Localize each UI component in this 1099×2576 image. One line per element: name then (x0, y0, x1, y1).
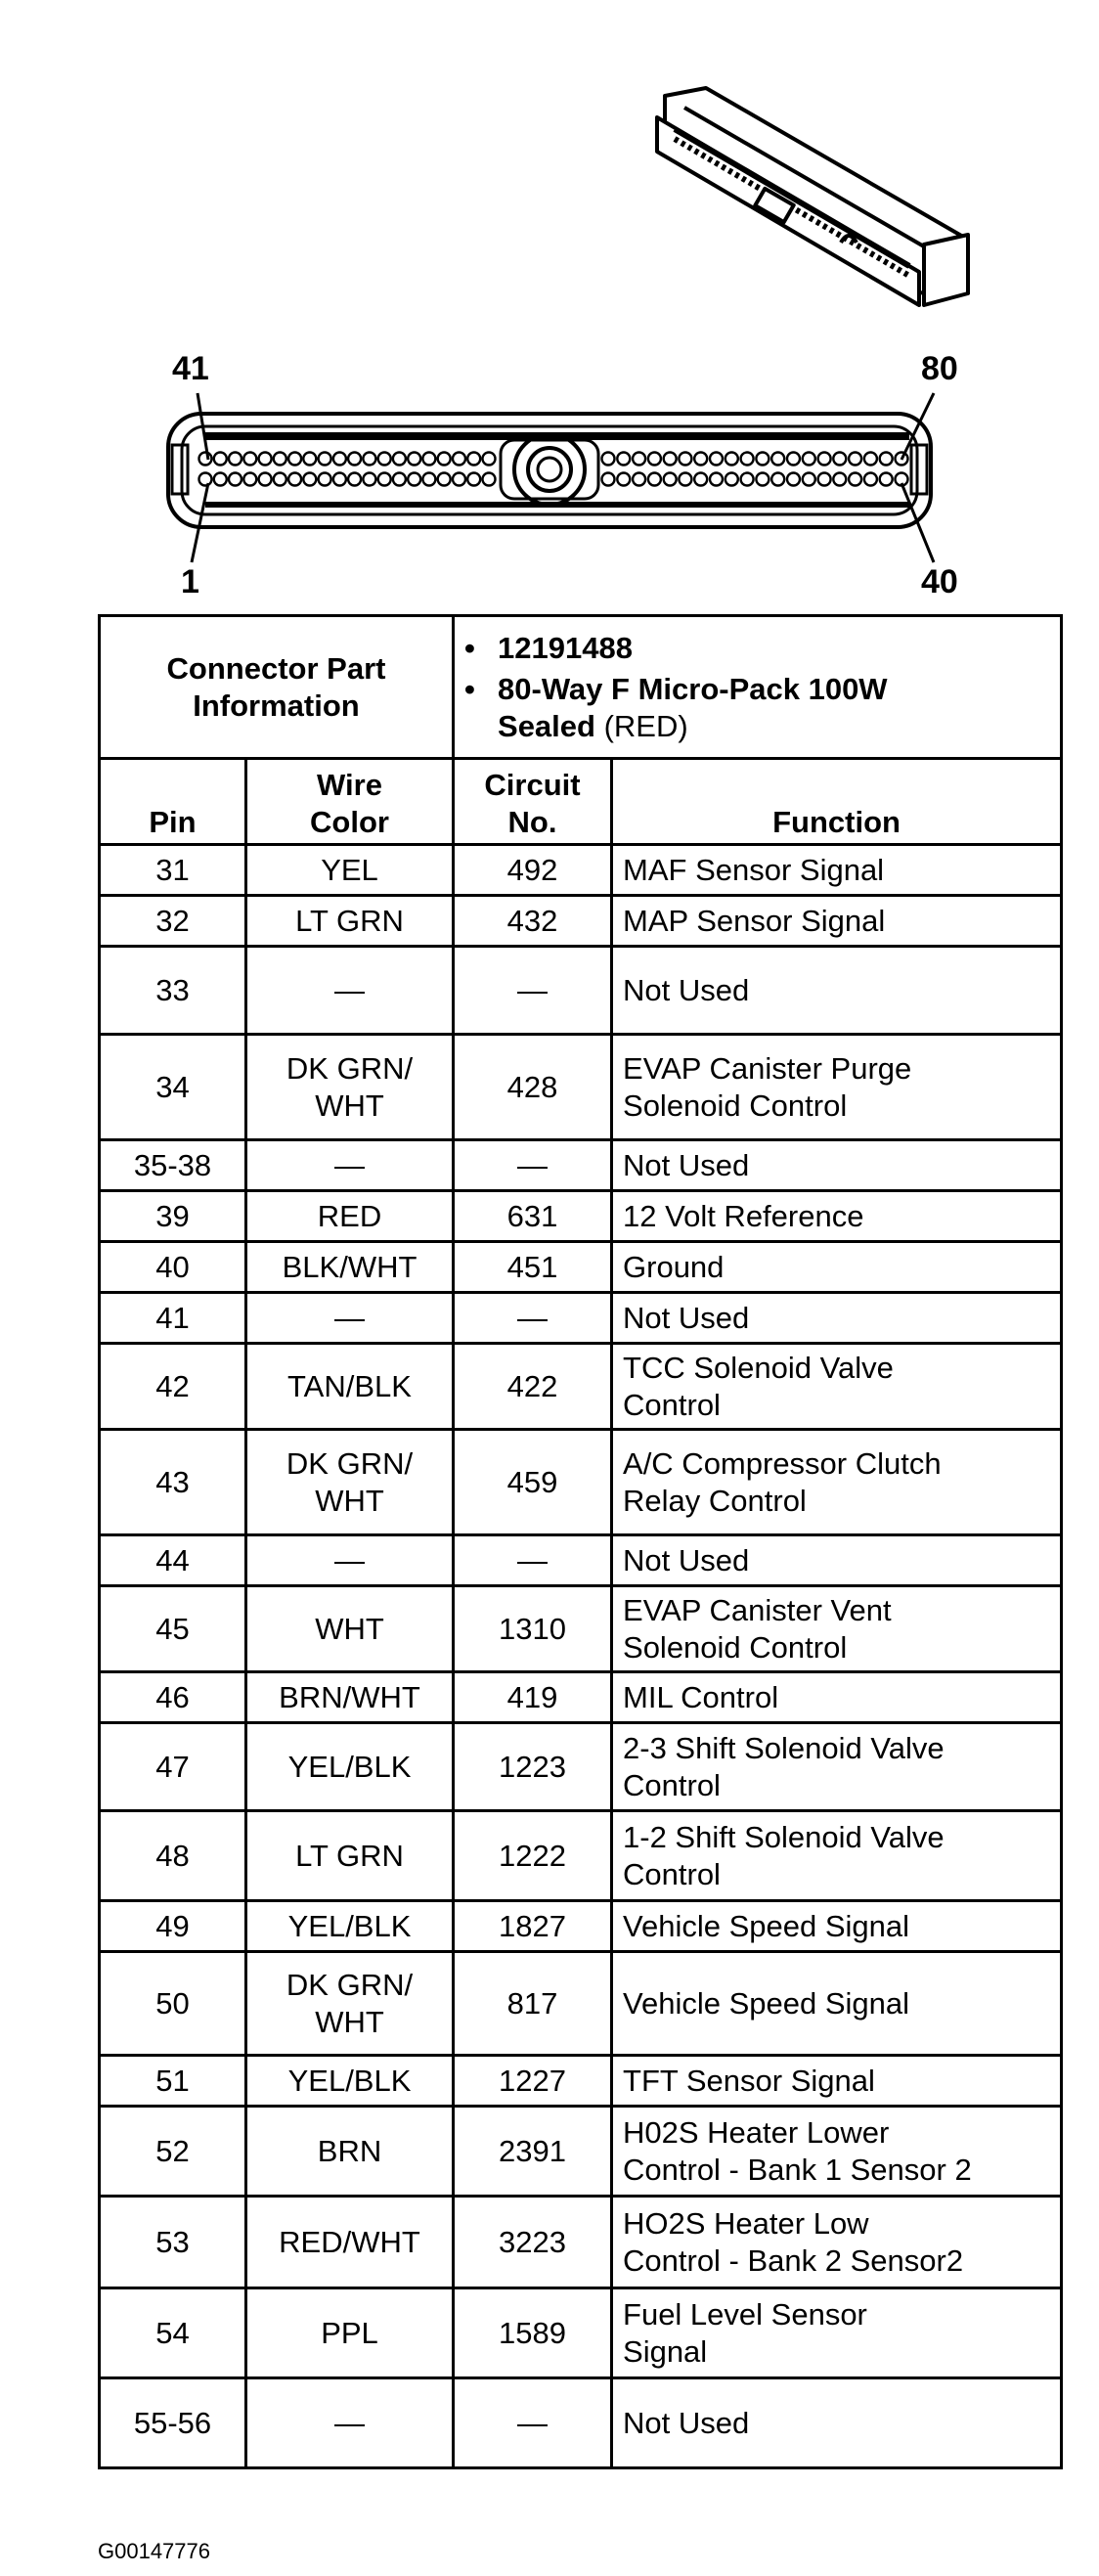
pin-cavity (849, 473, 861, 486)
function-cell: Not Used (612, 1535, 1062, 1586)
part-info-label: Connector Part Information (100, 616, 454, 759)
pin-cell: 47 (100, 1723, 246, 1811)
pin-cavity (880, 473, 893, 486)
function-cell: 2-3 Shift Solenoid Valve Control (612, 1723, 1062, 1811)
pin-cell: 40 (100, 1242, 246, 1293)
pin-label-1: 1 (181, 563, 199, 600)
pin-cell: 44 (100, 1535, 246, 1586)
wire-color-cell: YEL/BLK (246, 1723, 454, 1811)
function-cell: A/C Compressor Clutch Relay Control (612, 1430, 1062, 1535)
pin-cavity (818, 453, 831, 466)
wire-color-cell: DK GRN/ WHT (246, 1952, 454, 2056)
circuit-cell: 1227 (454, 2056, 612, 2107)
column-header-function: Function (612, 759, 1062, 845)
table-row (100, 1191, 1062, 1242)
table-row (100, 1723, 1062, 1811)
table-row (100, 1242, 1062, 1293)
wire-color-cell: LT GRN (246, 896, 454, 947)
table-row (100, 1535, 1062, 1586)
pin-cell: 39 (100, 1191, 246, 1242)
table-row (100, 2288, 1062, 2378)
pin-cell: 54 (100, 2288, 246, 2378)
pin-cavity (363, 473, 375, 486)
circuit-cell: 1223 (454, 1723, 612, 1811)
wire-color-cell: PPL (246, 2288, 454, 2378)
wire-color-cell: RED (246, 1191, 454, 1242)
connector-diagram (0, 0, 1099, 600)
wire-color-cell: LT GRN (246, 1811, 454, 1901)
pin-cavity (319, 453, 331, 466)
pin-cavity (803, 453, 815, 466)
pin-cavity (617, 453, 630, 466)
pin-cavity (787, 453, 800, 466)
table-row (100, 1811, 1062, 1901)
sealed-label: Sealed (498, 708, 595, 743)
table-row (100, 1430, 1062, 1535)
pin-cell: 33 (100, 947, 246, 1035)
pin-cavity (617, 473, 630, 486)
pin-cavity (303, 453, 316, 466)
pin-cavity (725, 453, 738, 466)
part-description-item: • 80-Way F Micro-Pack 100W Sealed (RED) (464, 671, 888, 743)
pin-cavity (259, 473, 272, 486)
pin-cell: 55-56 (100, 2378, 246, 2468)
pin-cavity (864, 473, 877, 486)
table-row (100, 896, 1062, 947)
column-header-wire-color: Wire Color (246, 759, 454, 845)
pin-cavity (333, 453, 346, 466)
pin-cavity (363, 453, 375, 466)
table-row (100, 1952, 1062, 2056)
pin-cavity (199, 453, 212, 466)
function-cell: EVAP Canister Purge Solenoid Control (612, 1035, 1062, 1140)
sealed-color: (RED) (603, 708, 688, 743)
pin-cavity (833, 473, 846, 486)
pin-cavity (725, 473, 738, 486)
connector-face (168, 414, 931, 527)
function-cell: Not Used (612, 1140, 1062, 1191)
pin-cavity (694, 473, 707, 486)
pin-cavity (833, 453, 846, 466)
circuit-cell: 1589 (454, 2288, 612, 2378)
circuit-cell: 1310 (454, 1586, 612, 1672)
circuit-cell: 817 (454, 1952, 612, 2056)
wire-color-cell: — (246, 1140, 454, 1191)
function-cell: Not Used (612, 1293, 1062, 1344)
wire-color-cell: BRN/WHT (246, 1672, 454, 1723)
wire-color-cell: BRN (246, 2107, 454, 2197)
pin-cell: 32 (100, 896, 246, 947)
circuit-cell: 3223 (454, 2197, 612, 2288)
pin-cell: 41 (100, 1293, 246, 1344)
pin-cavity (710, 473, 723, 486)
pin-cavity (422, 473, 435, 486)
pin-cell: 42 (100, 1344, 246, 1430)
pin-cavity (710, 453, 723, 466)
function-cell: Vehicle Speed Signal (612, 1901, 1062, 1952)
part-number-item: • 12191488 (464, 630, 633, 665)
circuit-cell: 422 (454, 1344, 612, 1430)
pin-cavity (214, 453, 227, 466)
part-info-row (100, 616, 1062, 759)
wire-color-cell: YEL/BLK (246, 2056, 454, 2107)
column-header-circuit: Circuit No. (454, 759, 612, 845)
pin-cavity (348, 473, 361, 486)
column-header-row (100, 759, 1062, 845)
function-cell: TCC Solenoid Valve Control (612, 1344, 1062, 1430)
pin-cavity (633, 453, 645, 466)
function-cell: 12 Volt Reference (612, 1191, 1062, 1242)
table-row (100, 2197, 1062, 2288)
table-row (100, 2056, 1062, 2107)
pin-cavity (756, 473, 769, 486)
pin-cavity (348, 453, 361, 466)
pin-cavity (664, 453, 677, 466)
pin-cavity (333, 473, 346, 486)
wire-color-cell: DK GRN/ WHT (246, 1035, 454, 1140)
circuit-cell: — (454, 1535, 612, 1586)
function-cell: MIL Control (612, 1672, 1062, 1723)
pin-cavity (679, 473, 691, 486)
pin-label-80: 80 (921, 350, 958, 387)
table-row (100, 845, 1062, 896)
table-row (100, 1672, 1062, 1723)
pin-cell: 52 (100, 2107, 246, 2197)
pin-cavity (243, 473, 256, 486)
connector-body-illustration (657, 88, 968, 305)
circuit-cell: 432 (454, 896, 612, 947)
pin-cavity (483, 453, 496, 466)
function-cell: Ground (612, 1242, 1062, 1293)
pin-label-41: 41 (172, 350, 209, 387)
pin-cavity (467, 473, 480, 486)
pin-cavity (378, 473, 391, 486)
pin-cavity (664, 473, 677, 486)
pin-cavity (864, 453, 877, 466)
function-cell: Vehicle Speed Signal (612, 1952, 1062, 2056)
pin-cavity (756, 453, 769, 466)
pin-cavity (393, 473, 406, 486)
pin-cavity (771, 453, 784, 466)
circuit-cell: 492 (454, 845, 612, 896)
pin-cavity (694, 453, 707, 466)
wire-color-cell: BLK/WHT (246, 1242, 454, 1293)
pin-cavity (274, 453, 286, 466)
circuit-cell: 428 (454, 1035, 612, 1140)
pin-cavity (602, 473, 615, 486)
pin-cavity (229, 473, 242, 486)
circuit-cell: 1827 (454, 1901, 612, 1952)
pin-cavity (633, 473, 645, 486)
function-cell: Not Used (612, 947, 1062, 1035)
function-cell: EVAP Canister Vent Solenoid Control (612, 1586, 1062, 1672)
table-row (100, 2107, 1062, 2197)
pin-cavity (849, 453, 861, 466)
column-header-pin: Pin (100, 759, 246, 845)
pin-cavity (679, 453, 691, 466)
pin-cavity (214, 473, 227, 486)
part-number-list (454, 616, 1062, 759)
wire-color-cell: — (246, 1293, 454, 1344)
wire-color-cell: YEL/BLK (246, 1901, 454, 1952)
pin-cavity (303, 473, 316, 486)
pin-cavity (408, 473, 420, 486)
circuit-cell: 631 (454, 1191, 612, 1242)
table-row (100, 1901, 1062, 1952)
pin-cell: 45 (100, 1586, 246, 1672)
pin-cell: 53 (100, 2197, 246, 2288)
pin-cavity (787, 473, 800, 486)
circuit-cell: 2391 (454, 2107, 612, 2197)
function-cell: H02S Heater Lower Control - Bank 1 Sensor 2 (612, 2107, 1062, 2197)
pin-cell: 49 (100, 1901, 246, 1952)
pin-cavity (483, 473, 496, 486)
pin-cell: 43 (100, 1430, 246, 1535)
wire-color-cell: DK GRN/ WHT (246, 1430, 454, 1535)
pin-cavity (319, 473, 331, 486)
pin-cavity (229, 453, 242, 466)
pin-cavity (438, 453, 451, 466)
pin-cavity (393, 453, 406, 466)
wire-color-cell: TAN/BLK (246, 1344, 454, 1430)
pin-cavity (880, 453, 893, 466)
function-cell: Fuel Level Sensor Signal (612, 2288, 1062, 2378)
circuit-cell: 1222 (454, 1811, 612, 1901)
figure-code: G00147776 (98, 2539, 210, 2563)
circuit-cell: — (454, 1293, 612, 1344)
pin-cavity (199, 473, 212, 486)
pin-cell: 31 (100, 845, 246, 896)
pin-cavity (648, 473, 661, 486)
function-cell: MAP Sensor Signal (612, 896, 1062, 947)
wire-color-cell: — (246, 2378, 454, 2468)
pin-cavity (243, 453, 256, 466)
function-cell: Not Used (612, 2378, 1062, 2468)
circuit-cell: — (454, 1140, 612, 1191)
table-row (100, 1344, 1062, 1430)
pin-cell: 50 (100, 1952, 246, 2056)
table-row (100, 1293, 1062, 1344)
function-cell: MAF Sensor Signal (612, 845, 1062, 896)
pin-cavity (259, 453, 272, 466)
circuit-cell: — (454, 2378, 612, 2468)
pin-cavity (378, 453, 391, 466)
pin-cell: 35-38 (100, 1140, 246, 1191)
wire-color-cell: WHT (246, 1586, 454, 1672)
pin-cavity (438, 473, 451, 486)
pin-cavity (648, 453, 661, 466)
pin-cavity (467, 453, 480, 466)
pin-cavity (274, 473, 286, 486)
function-cell: TFT Sensor Signal (612, 2056, 1062, 2107)
pin-cavity (602, 453, 615, 466)
table-row (100, 1035, 1062, 1140)
pin-cavity (818, 473, 831, 486)
table-row (100, 1586, 1062, 1672)
pin-cell: 48 (100, 1811, 246, 1901)
wire-color-cell: RED/WHT (246, 2197, 454, 2288)
pin-cavity (288, 453, 301, 466)
function-cell: 1-2 Shift Solenoid Valve Control (612, 1811, 1062, 1901)
circuit-cell: 459 (454, 1430, 612, 1535)
table-row (100, 947, 1062, 1035)
pin-cavity (803, 473, 815, 486)
pin-cavity (741, 473, 754, 486)
circuit-cell: 419 (454, 1672, 612, 1723)
pin-cavity (741, 453, 754, 466)
table-row (100, 1140, 1062, 1191)
pin-cell: 51 (100, 2056, 246, 2107)
pin-cell: 34 (100, 1035, 246, 1140)
pin-cavity (771, 473, 784, 486)
pin-cell: 46 (100, 1672, 246, 1723)
circuit-cell: — (454, 947, 612, 1035)
pin-cavity (408, 453, 420, 466)
pin-cavity (422, 453, 435, 466)
pin-cavity (288, 473, 301, 486)
table-row (100, 2378, 1062, 2468)
pin-cavity (453, 473, 465, 486)
wire-color-cell: — (246, 1535, 454, 1586)
wire-color-cell: — (246, 947, 454, 1035)
pin-cavity (453, 453, 465, 466)
circuit-cell: 451 (454, 1242, 612, 1293)
function-cell: HO2S Heater Low Control - Bank 2 Sensor2 (612, 2197, 1062, 2288)
pin-label-40: 40 (921, 563, 958, 600)
pinout-table (98, 614, 1063, 2469)
wire-color-cell: YEL (246, 845, 454, 896)
